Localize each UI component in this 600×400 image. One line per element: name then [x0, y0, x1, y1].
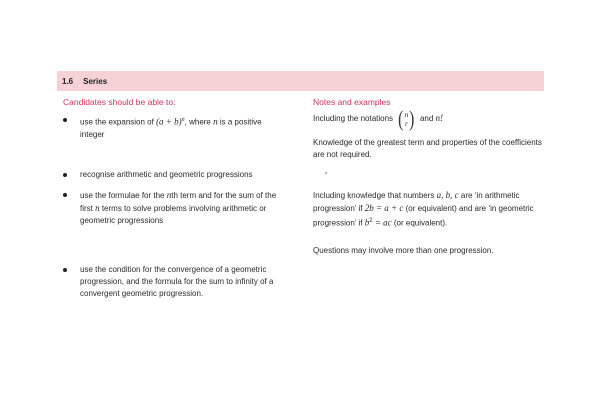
section-number: 1.6	[62, 76, 74, 86]
note-questions: Questions may involve more than one progression.	[313, 246, 494, 255]
binomial-notation: ( n r )	[398, 106, 415, 131]
section-title: Series	[83, 76, 108, 86]
bullet-icon	[63, 193, 67, 197]
bullet-icon	[63, 173, 67, 177]
bullet-icon	[63, 118, 67, 122]
left-column-heading: Candidates should be able to:	[63, 97, 176, 107]
list-item-text: use the expansion of $(a + b)^n$, where n is a positive integer	[80, 116, 262, 139]
section-header	[57, 71, 544, 91]
note-notations: Including the notations ( n r ) and n!	[313, 106, 444, 131]
bullet-icon	[63, 268, 67, 272]
stray-mark	[325, 172, 327, 174]
list-item-text: use the condition for the convergence of a geometric progression, and the formula for the sum to infinity of a convergent geometric progression.	[80, 265, 274, 298]
right-column-heading: Notes and examples	[313, 97, 391, 107]
note-progressions: Including knowledge that numbers a, b, c are ‘in arithmetic progression’ if 2b = a + c (or equivalent) and are ‘in geometric progression’ if $b^2$ = ac (or equivalent).	[313, 190, 534, 228]
list-item-text: use the formulae for the nth term and for the sum of the first n terms to solve problems involving arithmetic or geometric progressions	[80, 190, 277, 225]
note-greatest-term: Knowledge of the greatest term and properties of the coefficients are not required.	[313, 138, 542, 159]
list-item-text: recognise arithmetic and geometric progressions	[80, 170, 253, 179]
